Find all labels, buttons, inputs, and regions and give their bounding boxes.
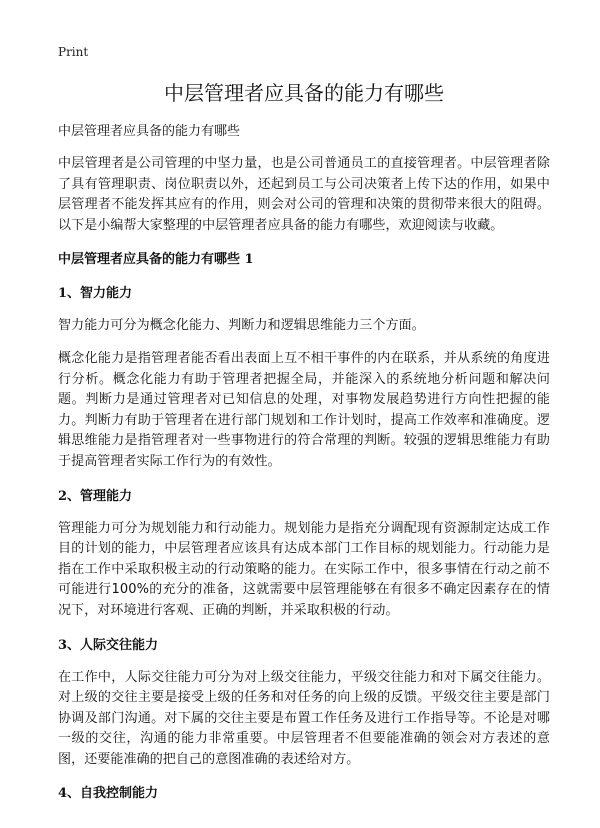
subsection-heading-self-control: 4、自我控制能力 bbox=[58, 786, 159, 802]
body-paragraph: 概念化能力是指管理者能否看出表面上互不相干事件的内在联系，并从系统的角度进行分析。概念化能力有助于管理者把握全局，并能深入的系统地分析问题和解决问题。判断力是通过管理者对已知信息的处理，对事物发展趋势进行方向性把握的能力。判断力有助于管理者在进行部门规划和工作计划时，提高工作效率和准确度。逻辑思维能力是指管理者对一些事物进行的符合常理的判断。较强的逻辑思维能力有助于提高管理者实际工作行为的有效性。 bbox=[58, 350, 550, 469]
body-paragraph: 管理能力可分为规划能力和行动能力。规划能力是指充分调配现有资源制定达成工作目的计划的能力，中层管理者应该具有达成本部门工作目标的规划能力。行动能力是指在工作中采取积极主动的行动策略的能力。在实际工作中，很多事情在行动之前不可能进行100%的充分的准备，这就需要中层管理能够在有很多不确定因素存在的情况下，对环境进行客观、正确的判断，并采取积极的行动。 bbox=[58, 520, 550, 618]
print-link[interactable]: Print bbox=[58, 45, 89, 59]
subsection-heading-management: 2、管理能力 bbox=[58, 488, 133, 504]
document-page bbox=[58, 44, 550, 804]
page-title: 中层管理者应具备的能力有哪些 bbox=[164, 81, 444, 105]
intro-paragraph: 中层管理者是公司管理的中坚力量，也是公司普通员工的直接管理者。中层管理者除了具有管理职责、岗位职责以外，还起到员工与公司决策者上传下达的作用，如果中层管理者不能发挥其应有的作用，则会对公司的管理和决策的贯彻带来很大的阻碍。以下是小编帮大家整理的中层管理者应具备的能力有哪些，欢迎阅读与收藏。 bbox=[58, 156, 550, 233]
subsection-heading-interpersonal: 3、人际交往能力 bbox=[58, 637, 159, 653]
body-paragraph: 在工作中，人际交往能力可分为对上级交往能力，平级交往能力和对下属交往能力。对上级的交往主要是接受上级的任务和对任务的向上级的反馈。平级交往主要是部门协调及部门沟通。对下属的交往主要是布置工作任务及进行工作指导等。不论是对哪一级的交往，沟通的能力非常重要。中层管理者不但要能准确的领会对方表述的意图，还要能准确的把自己的意图准确的表述给对方。 bbox=[58, 669, 550, 767]
body-paragraph: 智力能力可分为概念化能力、判断力和逻辑思维能力三个方面。 bbox=[58, 318, 425, 334]
subsection-heading-intelligence: 1、智力能力 bbox=[58, 286, 133, 302]
article-subtitle: 中层管理者应具备的能力有哪些 bbox=[58, 124, 241, 139]
section-heading: 中层管理者应具备的能力有哪些 1 bbox=[58, 252, 254, 268]
